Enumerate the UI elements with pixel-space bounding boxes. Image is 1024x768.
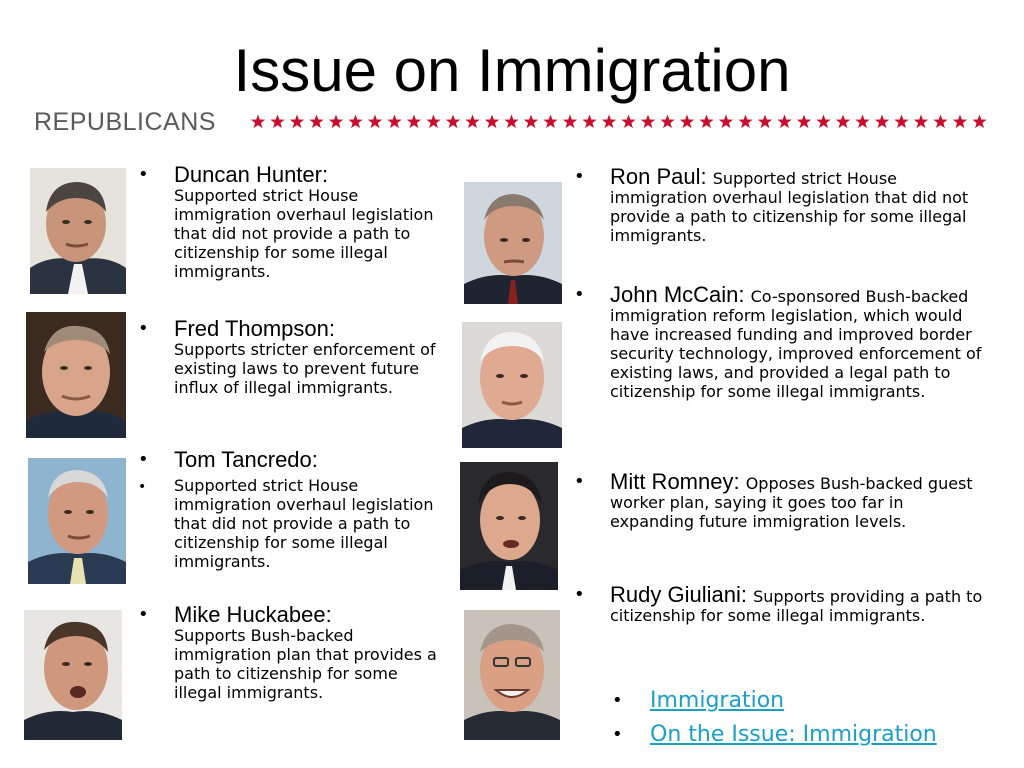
- bullet: •: [612, 724, 623, 745]
- bullet: •: [574, 166, 585, 187]
- star-icon: [563, 115, 577, 129]
- duncan-hunter-photo: [30, 168, 126, 294]
- bullet: •: [138, 449, 149, 470]
- bullet: •: [574, 471, 585, 492]
- star-icon: [504, 115, 518, 129]
- bullet: •: [138, 604, 149, 625]
- star-row-graphic: [248, 110, 992, 132]
- candidate-entry-tom-tancredo: [138, 449, 448, 571]
- tom-tancredo-photo: [28, 458, 126, 584]
- candidate-entry-rudy-giuliani: [574, 584, 986, 625]
- candidate-name: Rudy Giuliani:: [610, 582, 754, 607]
- candidate-description: Supported strict House immigration overhaul legislation that did not provide a path to citizenship for some illegal immigrants.: [174, 476, 434, 571]
- star-icon: [524, 115, 538, 129]
- bullet: •: [574, 284, 585, 305]
- star-icon: [602, 115, 616, 129]
- star-icon: [777, 115, 791, 129]
- candidate-description: Supported strict House immigration overhaul legislation that did not provide a path to citizenship for some illegal immigrants.: [610, 169, 969, 245]
- candidate-description: Supports stricter enforcement of existing laws to prevent future influx of illegal immigrants.: [174, 340, 436, 397]
- star-icon: [465, 115, 479, 129]
- star-icon: [407, 115, 421, 129]
- reference-links: [612, 686, 937, 754]
- mike-huckabee-photo: [24, 610, 122, 740]
- fred-thompson-photo: [26, 312, 126, 438]
- candidate-name: Mike Huckabee:: [174, 602, 332, 627]
- star-icon: [816, 115, 830, 129]
- link-item: [612, 720, 937, 754]
- star-icon: [797, 115, 811, 129]
- banner-label: REPUBLICANS: [34, 108, 216, 136]
- bullet: •: [138, 479, 147, 495]
- candidate-entry-mike-huckabee: [138, 604, 444, 702]
- link-item: [612, 686, 937, 720]
- star-icon: [972, 115, 986, 129]
- star-icon: [875, 115, 889, 129]
- star-icon: [953, 115, 967, 129]
- star-icon: [836, 115, 850, 129]
- star-icon: [660, 115, 674, 129]
- candidate-description: Opposes Bush-backed guest worker plan, saying it goes too far in expanding future immigration levels.: [610, 474, 973, 531]
- star-icon: [290, 115, 304, 129]
- candidate-name: Tom Tancredo:: [174, 447, 318, 472]
- star-icon: [680, 115, 694, 129]
- candidate-name: John McCain:: [610, 282, 751, 307]
- star-icon: [621, 115, 635, 129]
- john-mccain-photo: [462, 322, 562, 448]
- star-icon: [894, 115, 908, 129]
- star-icon: [699, 115, 713, 129]
- star-icon: [485, 115, 499, 129]
- star-icon: [641, 115, 655, 129]
- star-icon: [368, 115, 382, 129]
- bullet: •: [138, 318, 149, 339]
- candidate-name: Duncan Hunter:: [174, 162, 329, 187]
- star-icon: [914, 115, 928, 129]
- star-icon: [933, 115, 947, 129]
- star-icon: [251, 115, 265, 129]
- star-icon: [758, 115, 772, 129]
- star-icon: [855, 115, 869, 129]
- candidate-name: Fred Thompson:: [174, 316, 336, 341]
- candidate-entry-duncan-hunter: [138, 164, 448, 281]
- star-icon: [329, 115, 343, 129]
- ron-paul-photo: [464, 182, 562, 304]
- candidate-description: Co-sponsored Bush-backed immigration reform legislation, which would have increased funding and improved border security technology, improved enforcement of existing laws, and provided a legal path to citizenship for some illegal immigrants.: [610, 287, 982, 401]
- star-icon: [738, 115, 752, 129]
- star-icon: [719, 115, 733, 129]
- bullet: •: [138, 164, 149, 185]
- star-icon: [446, 115, 460, 129]
- candidate-description: Supported strict House immigration overhaul legislation that did not provide a path to citizenship for some illegal immigrants.: [174, 186, 434, 281]
- star-icon: [348, 115, 362, 129]
- candidate-entry-john-mccain: [574, 284, 986, 401]
- star-row: [248, 110, 992, 132]
- page-title: Issue on Immigration: [233, 37, 791, 104]
- star-icon: [543, 115, 557, 129]
- on-the-issue-immigration-link[interactable]: On the Issue: Immigration: [650, 722, 937, 747]
- immigration-link[interactable]: Immigration: [650, 688, 785, 713]
- star-icon: [426, 115, 440, 129]
- bullet: •: [574, 584, 585, 605]
- bullet: •: [612, 690, 623, 711]
- candidate-description: Supports providing a path to citizenship for some illegal immigrants.: [610, 587, 983, 625]
- star-icon: [270, 115, 284, 129]
- candidate-description: Supports Bush-backed immigration plan that provides a path to citizenship for some illegal immigrants.: [174, 626, 437, 702]
- republicans-banner: [34, 106, 992, 138]
- star-icon: [387, 115, 401, 129]
- candidate-entry-mitt-romney: [574, 471, 974, 531]
- mitt-romney-photo: [460, 462, 558, 590]
- candidate-name: Mitt Romney:: [610, 469, 746, 494]
- star-icon: [582, 115, 596, 129]
- star-icon: [309, 115, 323, 129]
- rudy-giuliani-photo: [464, 610, 560, 740]
- candidate-name: Ron Paul:: [610, 164, 713, 189]
- candidate-entry-ron-paul: [574, 166, 986, 245]
- candidate-entry-fred-thompson: [138, 318, 450, 397]
